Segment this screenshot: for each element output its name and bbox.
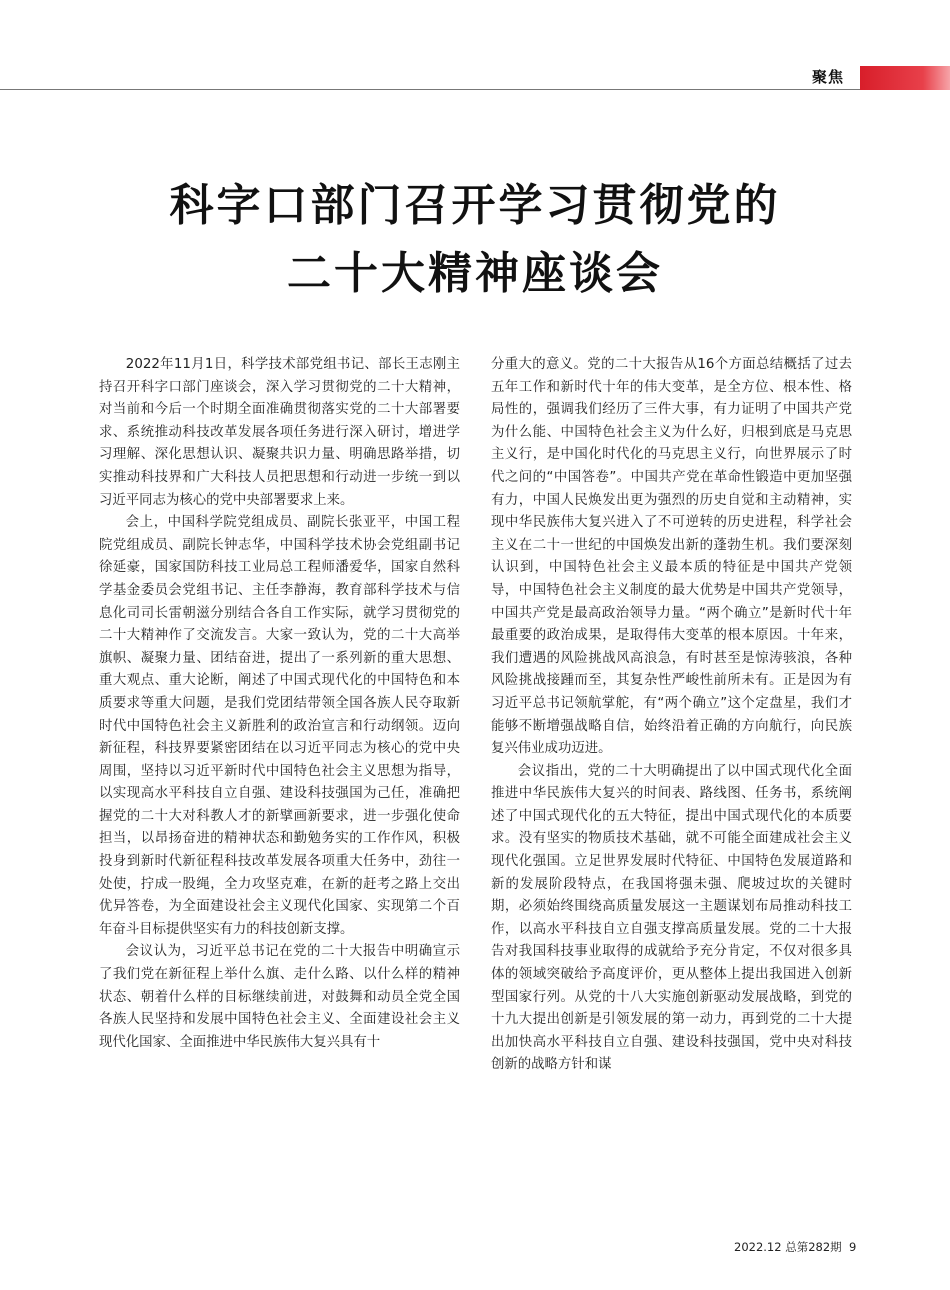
right-column <box>491 354 852 1077</box>
section-label: 聚焦 <box>812 68 845 86</box>
paragraph-continued: 分重大的意义。党的二十大报告从16个方面总结概括了过去五年工作和新时代十年的伟大变革，是全方位、根本性、格局性的，强调我们经历了三件大事，有力证明了中国共产党为什么能、中国特色社会主义为什么好，归根到底是马克思主义行，是中国化时代化的马克思主义行，向世界展示了时代之问的“中国答卷”。中国共产党在革命性锻造中更加坚强有力，中国人民焕发出更为强烈的历史自觉和主动精神，实现中华民族伟大复兴进入了不可逆转的历史进程，科学社会主义在二十一世纪的中国焕发出新的蓬勃生机。我们要深刻认识到，中国特色社会主义最本质的特征是中国共产党领导，中国特色社会主义制度的最大优势是中国共产党领导，中国共产党是最高政治领导力量。“两个确立”是新时代十年最重要的政治成果，是取得伟大变革的根本原因。十年来，我们遭遇的风险挑战风高浪急，有时甚至是惊涛骇浪，各种风险挑战接踵而至，其复杂性严峻性前所未有。正是因为有习近平总书记领航掌舵，有“两个确立”这个定盘星，我们才能够不断增强战略自信，始终沿着正确的方向航行，向民族复兴伟业成功迈进。 <box>491 357 852 757</box>
paragraph: 会议指出，党的二十大明确提出了以中国式现代化全面推进中华民族伟大复兴的时间表、路线图、任务书，系统阐述了中国式现代化的五大特征，提出中国式现代化的本质要求。没有坚实的物质技术基础，就不可能全面建成社会主义现代化强国。立足世界发展时代特征、中国特色发展道路和新的发展阶段特点，在我国将强未强、爬坡过坎的关键时期，必须始终围绕高质量发展这一主题谋划布局推动科技工作，以高水平科技自立自强支撑高质量发展。党的二十大报告对我国科技事业取得的成就给予充分肯定，不仅对很多具体的领域突破给予高度评价，更从整体上提出我国进入创新型国家行列。从党的十八大实施创新驱动发展战略，到党的十九大提出创新是引领发展的第一动力，再到党的二十大提出加快高水平科技自立自强、建设科技强国，党中央对科技创新的战略方针和谋 <box>491 763 852 1073</box>
paragraph: 会上，中国科学院党组成员、副院长张亚平，中国工程院党组成员、副院长钟志华，中国科学技术协会党组副书记徐延豪，国家国防科技工业局总工程师潘爱华，国家自然科学基金委员会党组书记、主任李静海，教育部科学技术与信息化司司长雷朝滋分别结合各自工作实际，就学习贯彻党的二十大精神作了交流发言。大家一致认为，党的二十大高举旗帜、凝聚力量、团结奋进，提出了一系列新的重大思想、重大观点、重大论断，阐述了中国式现代化的中国特色和本质要求等重大问题，是我们党团结带领全国各族人民夺取新时代中国特色社会主义新胜利的政治宣言和行动纲领。迈向新征程，科技界要紧密团结在以习近平同志为核心的党中央周围，坚持以习近平新时代中国特色社会主义思想为指导，以实现高水平科技自立自强、建设科技强国为己任，准确把握党的二十大对科教人才的新擘画新要求，进一步强化使命担当，以昂扬奋进的精神状态和勤勉务实的工作作风，积极投身到新时代新征程科技改革发展各项重大任务中，劲往一处使，拧成一股绳，全力攻坚克难，在新的赶考之路上交出优异答卷，为全面建设社会主义现代化国家、实现第二个百年奋斗目标提供坚实有力的科技创新支撑。 <box>99 515 460 937</box>
title-line-1: 科字口部门召开学习贯彻党的 <box>169 180 781 231</box>
issue-info: 2022.12 总第282期 <box>734 1240 842 1254</box>
page-number: 9 <box>848 1240 857 1254</box>
article-title <box>0 172 950 308</box>
header-rule <box>0 89 950 90</box>
paragraph: 2022年11月1日，科学技术部党组书记、部长王志刚主持召开科字口部门座谈会，深入学习贯彻党的二十大精神，对当前和今后一个时期全面准确贯彻落实党的二十大部署要求、系统推动科技改革发展各项任务进行深入研讨，增进学习理解、深化思想认识、凝聚共识力量、明确思路举措，切实推动科技界和广大科技人员把思想和行动进一步统一到以习近平同志为核心的党中央部署要求上来。 <box>99 357 460 508</box>
section-color-bar <box>860 66 950 90</box>
page-footer <box>734 1239 856 1255</box>
title-line-2: 二十大精神座谈会 <box>287 248 663 299</box>
left-column <box>99 354 460 1054</box>
paragraph: 会议认为，习近平总书记在党的二十大报告中明确宣示了我们党在新征程上举什么旗、走什么路、以什么样的精神状态、朝着什么样的目标继续前进，对鼓舞和动员全党全国各族人民坚持和发展中国特色社会主义、全面建设社会主义现代化国家、全面推进中华民族伟大复兴具有十 <box>99 944 460 1050</box>
